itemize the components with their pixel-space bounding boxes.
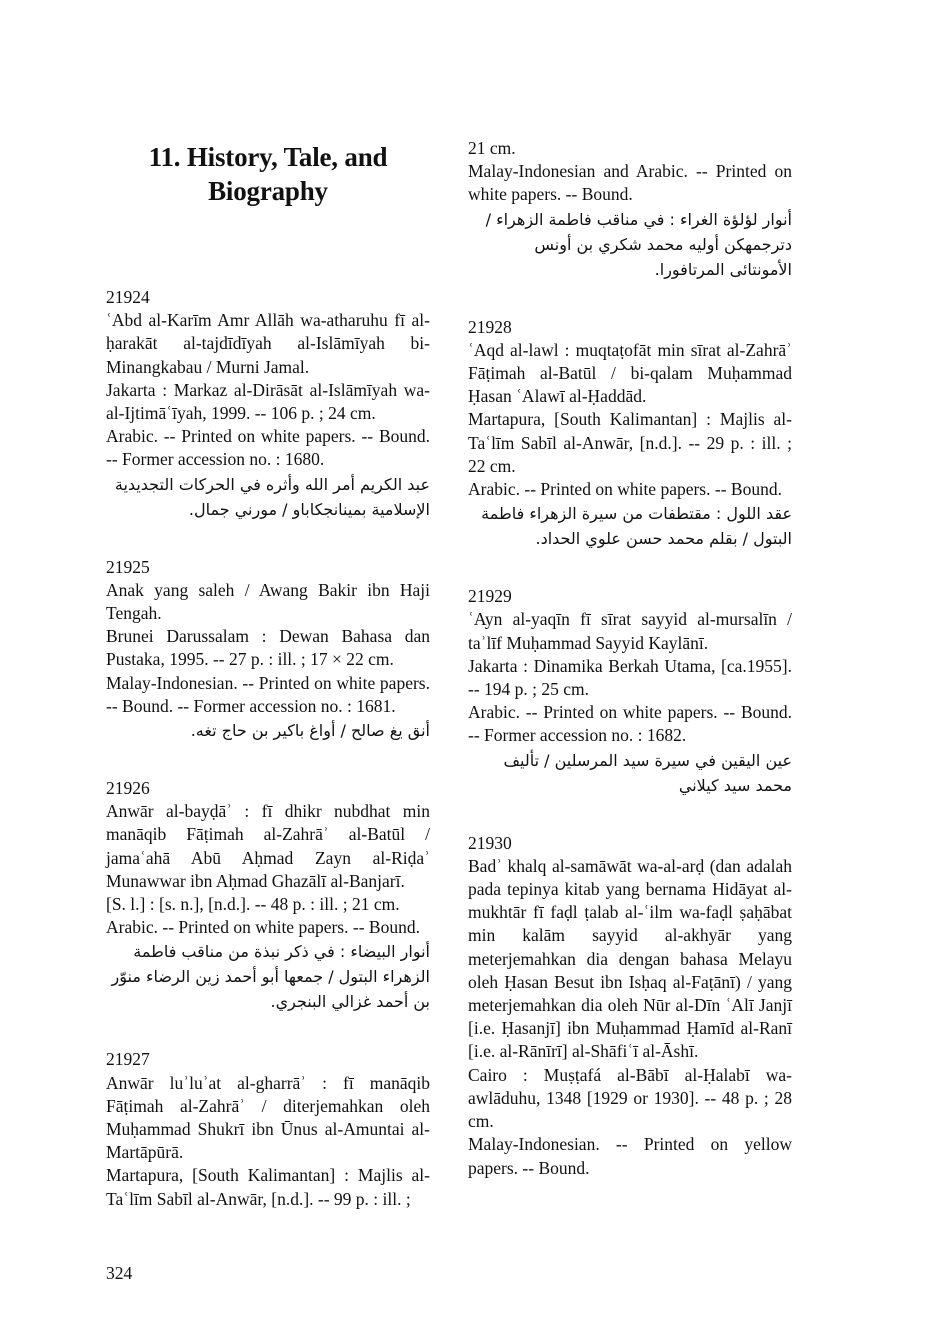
catalog-entry-21924 bbox=[106, 286, 430, 522]
entry-number: 21924 bbox=[106, 287, 150, 307]
entry-imprint: Cairo : Muṣṭafá al-Bābī al-Ḥalabī wa-awlāduhu, 1348 [1929 or 1930]. -- 48 p. ; 28 cm. bbox=[468, 1064, 792, 1132]
entry-number: 21929 bbox=[468, 586, 512, 607]
entry-title: ʿAyn al-yaqīn fī sīrat sayyid al-mursalīn / taʾlīf Muḥammad Sayyid Kaylānī. bbox=[468, 609, 792, 653]
entry-title: Badʾ khalq al-samāwāt wa-al-arḍ (dan adalah pada tepinya kitab yang bernama Hidāyat al-mukhtār fī faḍl ṭalab al-ʿilm wa-faḍl ṣaḥābat min kalām sayyid al-akhyār yang meterjemahkan dia dengan bahasa Melayu oleh Ḥasan Besut ibn Isḥaq al-Faṭānī) / yang meterjemahkan dia oleh Nūr al-Dīn ʿAlī Janjī [i.e. Ḥasanjī] ibn Muḥammad Ḥamīd al-Ranī [i.e. al-Rānīrī] al-Shāfiʿī al-Āshī. bbox=[468, 855, 792, 1062]
entry-imprint: Brunei Darussalam : Dewan Bahasa dan Pustaka, 1995. -- 27 p. : ill. ; 17 × 22 cm. bbox=[106, 626, 430, 670]
entry-arabic-title: عين اليقين في سيرة سيد المرسلين / تأليف محمد سيد كيلاني bbox=[503, 750, 792, 795]
section-title: 11. History, Tale, and Biography bbox=[148, 142, 388, 206]
entry-number: 21927 bbox=[106, 1049, 150, 1070]
catalog-entry-21928 bbox=[468, 316, 792, 552]
left-column bbox=[106, 140, 430, 1245]
entry-title: Anak yang saleh / Awang Bakir ibn Haji Tengah. bbox=[106, 579, 430, 624]
catalog-entry-21930 bbox=[468, 832, 792, 1180]
entry-arabic-title: عبد الكريم أمر الله وأثره في الحركات التجديدية الإسلامية بمينانجكاباو / مورني جمال. bbox=[114, 474, 430, 519]
right-column bbox=[468, 137, 792, 1214]
entry-imprint: Martapura, [South Kalimantan] : Majlis al-Taʿlīm Sabīl al-Anwār, [n.d.]. -- 29 p. : ill. ; 22 cm. bbox=[468, 409, 792, 476]
catalog-entry-21927-continued bbox=[468, 137, 792, 282]
entry-number: 21926 bbox=[106, 778, 150, 799]
entry-number: 21930 bbox=[468, 832, 512, 853]
entry-imprint: Jakarta : Dinamika Berkah Utama, [ca.1955]. -- 194 p. ; 25 cm. bbox=[468, 655, 792, 700]
entry-number: 21928 bbox=[468, 316, 512, 337]
page-number: 324 bbox=[106, 1263, 133, 1283]
entry-notes: Arabic. -- Printed on white papers. -- Bound. -- Former accession no. : 1682. bbox=[468, 702, 792, 746]
entry-arabic-title: أنوار البيضاء : في ذكر نبذة من مناقب فاطمة الزهراء البتول / جمعها أبو أحمد زين الرضاء منوّر بن أحمد غزالي البنجري. bbox=[111, 942, 430, 1012]
entry-continued-extent: 21 cm. bbox=[468, 138, 516, 158]
entry-arabic-title: عقد اللول : مقتطفات من سيرة الزهراء فاطمة البتول / بقلم محمد حسن علوي الحداد. bbox=[481, 504, 792, 549]
entry-title: Anwār al-bayḍāʾ : fī dhikr nubdhat min manāqib Fāṭimah al-Zahrāʾ al-Batūl / jamaʿahā Abū Aḥmad Zayn al-Riḍaʾ Munawwar ibn Aḥmad Ghazālī al-Banjarī. bbox=[106, 801, 430, 891]
catalog-entry-21926 bbox=[106, 777, 430, 1014]
entry-arabic-title: أنق يغ صالح / أواغ باكير بن حاج تغه. bbox=[190, 721, 430, 741]
entry-notes: Malay-Indonesian and Arabic. -- Printed on white papers. -- Bound. bbox=[468, 161, 792, 205]
entry-imprint: Jakarta : Markaz al-Dirāsāt al-Islāmīyah wa-al-Ijtimāʿīyah, 1999. -- 106 p. ; 24 cm. bbox=[106, 379, 430, 424]
entry-notes: Malay-Indonesian. -- Printed on white papers. -- Bound. -- Former accession no. : 1681. bbox=[106, 672, 430, 716]
entry-arabic-title: أنوار لؤلؤة الغراء : في مناقب فاطمة الزهراء / دترجمهكن أوليه محمد شكري بن أونس الأمونتائى المرتافورا. bbox=[485, 209, 792, 279]
catalog-entry-21927 bbox=[106, 1048, 430, 1210]
entry-imprint: [S. l.] : [s. n.], [n.d.]. -- 48 p. : ill. ; 21 cm. bbox=[106, 894, 400, 915]
entry-notes: Arabic. -- Printed on white papers. -- Bound. bbox=[106, 917, 420, 938]
catalog-entry-21925 bbox=[106, 556, 430, 743]
entry-number: 21925 bbox=[106, 556, 150, 577]
catalog-entry-21929 bbox=[468, 585, 792, 797]
entry-title: ʿAbd al-Karīm Amr Allāh wa-atharuhu fī al-ḥarakāt al-tajdīdīyah al-Islāmīyah bi-Minangkabau / Murni Jamal. bbox=[106, 310, 430, 377]
entry-imprint: Martapura, [South Kalimantan] : Majlis al-Taʿlīm Sabīl al-Anwār, [n.d.]. -- 99 p. : ill. ; bbox=[106, 1165, 430, 1209]
entry-title: Anwār luʾluʾat al-gharrāʾ : fī manāqib Fāṭimah al-Zahrāʾ / diterjemahkan oleh Muḥammad Shukrī ibn Ūnus al-Amuntai al-Martāpūrā. bbox=[106, 1072, 430, 1163]
entry-title: ʿAqd al-lawl : muqtaṭofāt min sīrat al-Zahrāʾ Fāṭimah al-Batūl / bi-qalam Muḥammad Ḥasan ʿAlawī al-Ḥaddād. bbox=[468, 339, 792, 407]
entry-notes: Arabic. -- Printed on white papers. -- Bound. -- Former accession no. : 1680. bbox=[106, 426, 430, 470]
entry-notes: Arabic. -- Printed on white papers. -- Bound. bbox=[468, 479, 782, 500]
entry-notes: Malay-Indonesian. -- Printed on yellow papers. -- Bound. bbox=[468, 1134, 792, 1178]
